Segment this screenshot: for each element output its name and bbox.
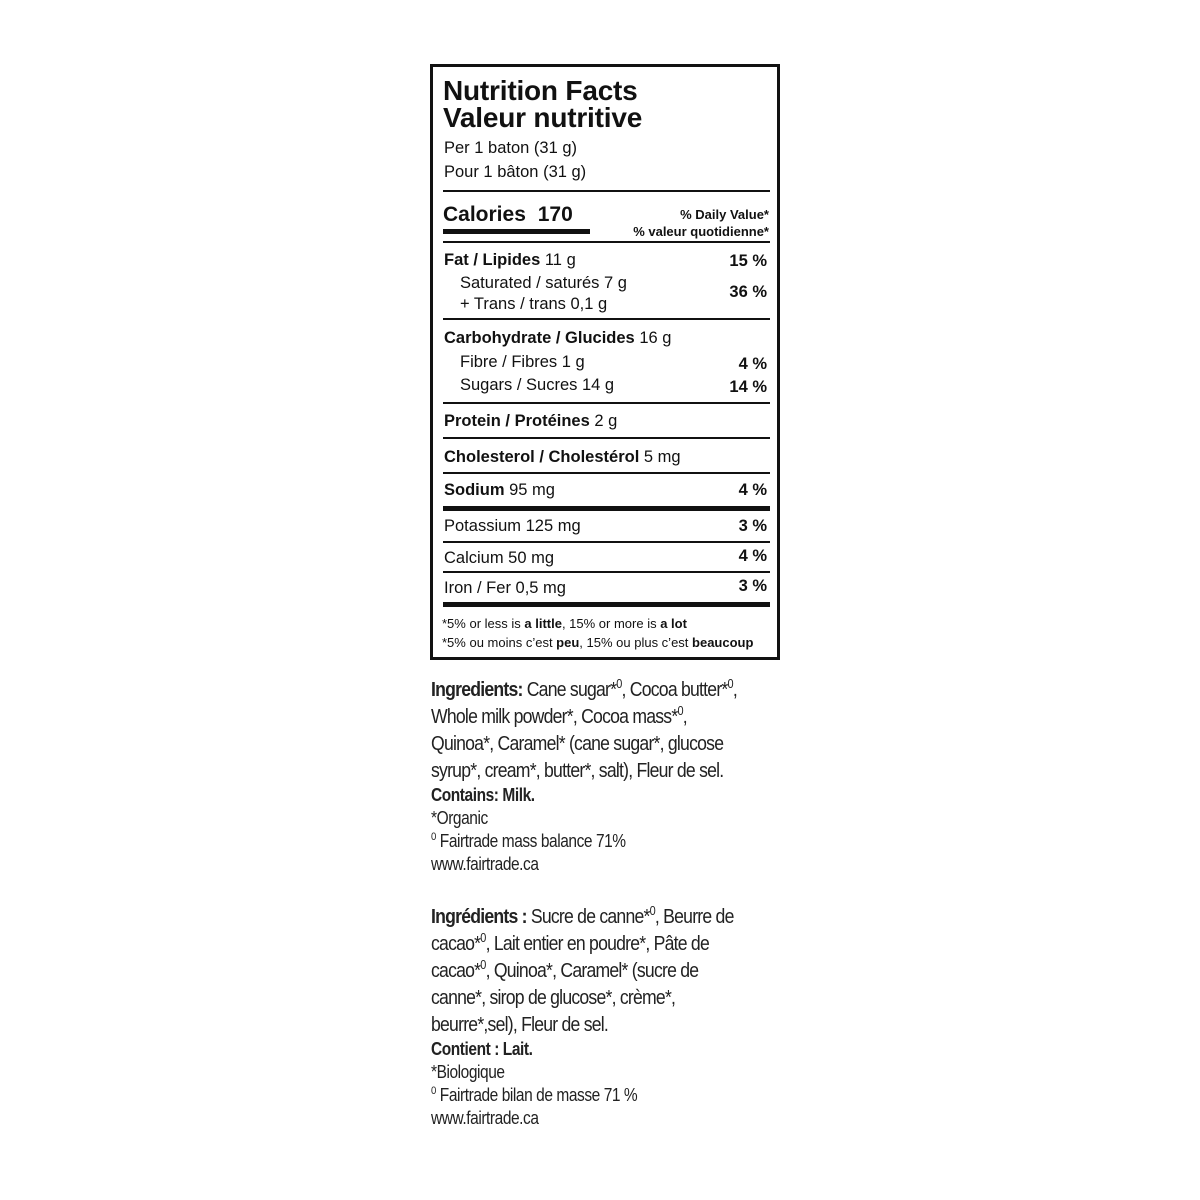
- saturated-row: Saturated / saturés 7 g: [460, 274, 627, 292]
- footnote-text: *5% or less is: [442, 616, 525, 631]
- ingredients-line: Quinoa*, Caramel* (cane sugar*, glucose: [431, 732, 724, 755]
- ingredients-line: syrup*, cream*, butter*, salt), Fleur de sel.: [431, 759, 724, 782]
- allergen-statement: Contient : Lait.: [431, 1039, 533, 1059]
- fairtrade-mark: 0: [480, 957, 486, 973]
- calories: [443, 203, 573, 227]
- footnote-bold: a little: [524, 616, 562, 631]
- potassium-percent: 3 %: [738, 517, 767, 535]
- sodium-label: Sodium: [444, 481, 505, 499]
- cholesterol-amount: 5 mg: [643, 448, 681, 466]
- sugars-row: Sugars / Sucres 14 g: [460, 376, 615, 394]
- ingredients-en: [431, 676, 781, 876]
- carbohydrate-label: Carbohydrate / Glucides: [444, 329, 635, 347]
- fairtrade-mark: 0: [616, 676, 622, 692]
- fairtrade-text: Fairtrade mass balance 71%: [435, 831, 626, 851]
- fairtrade-url: www.fairtrade.ca: [431, 1108, 539, 1128]
- sodium-amount: 95 mg: [509, 481, 555, 499]
- divider: [443, 472, 770, 474]
- divider: [443, 241, 770, 243]
- cholesterol-label: Cholesterol / Cholestérol: [444, 448, 640, 466]
- protein-row: [444, 412, 617, 431]
- calcium-percent: 4 %: [738, 547, 767, 565]
- divider: [443, 402, 770, 404]
- ingredients-line: beurre*,sel), Fleur de sel.: [431, 1013, 609, 1036]
- title-en: Nutrition Facts: [443, 75, 638, 106]
- fat-percent: 15 %: [729, 252, 767, 270]
- potassium-row: Potassium 125 mg: [444, 517, 581, 535]
- ingredients-text: , Quinoa*, Caramel* (sucre de: [485, 959, 699, 982]
- fibre-percent: 4 %: [738, 355, 767, 373]
- divider: [443, 318, 770, 320]
- cholesterol-row: [444, 448, 681, 467]
- divider: [443, 190, 770, 192]
- sodium-row: [444, 481, 555, 500]
- ingredients-text: cacao*: [431, 959, 481, 982]
- fairtrade-mark: 0: [431, 1085, 436, 1097]
- sugars-percent: 14 %: [729, 378, 767, 396]
- protein-amount: 2 g: [594, 412, 618, 430]
- ingredients-line: [431, 703, 732, 730]
- organic-note: *Biologique: [431, 1062, 505, 1082]
- fairtrade-text: Fairtrade bilan de masse 71 %: [435, 1085, 638, 1105]
- footnote-text: , 15% or more is: [561, 616, 661, 631]
- footnote-fr: [442, 635, 753, 650]
- calories-underline: [443, 229, 590, 234]
- ingredients-text: Cane sugar*: [522, 678, 617, 701]
- iron-percent: 3 %: [738, 577, 767, 595]
- calories-value: 170: [537, 203, 573, 226]
- ingredients-text: , Cocoa butter*: [621, 678, 728, 701]
- footnote-bold: beaucoup: [692, 635, 754, 650]
- carbohydrate-amount: 16 g: [639, 329, 672, 347]
- fairtrade-url: www.fairtrade.ca: [431, 854, 539, 874]
- ingredients-text: cacao*: [431, 932, 481, 955]
- fat-row: [444, 251, 576, 270]
- ingredients-text: Sucre de canne*: [526, 905, 650, 928]
- nutrition-facts-panel: [430, 64, 780, 660]
- ingredients-fr: [431, 903, 781, 1130]
- footnote-text: *5% ou moins c’est: [442, 635, 557, 650]
- divider: [443, 437, 770, 439]
- footnote-bold: peu: [556, 635, 580, 650]
- ingredients-heading: Ingredients:: [431, 678, 523, 701]
- ingredients-text: Whole milk powder*, Cocoa mass*: [431, 705, 678, 728]
- fairtrade-mark: 0: [677, 703, 683, 719]
- divider-thick: [443, 602, 770, 607]
- divider-thick: [443, 506, 770, 511]
- fairtrade-note: [431, 1084, 732, 1107]
- organic-note: *Organic: [431, 808, 488, 828]
- divider: [443, 541, 770, 543]
- serving-en: Per 1 baton (31 g): [444, 139, 577, 157]
- fat-label: Fat / Lipides: [444, 251, 541, 269]
- footnote-en: [442, 616, 687, 631]
- sat-trans-percent: 36 %: [729, 283, 767, 301]
- ingredients-heading: Ingrédients :: [431, 905, 527, 928]
- fairtrade-mark: 0: [480, 930, 486, 946]
- carbohydrate-row: [444, 329, 671, 348]
- protein-label: Protein / Protéines: [444, 412, 590, 430]
- ingredients-line: [431, 957, 732, 984]
- footnote-text: , 15% ou plus c’est: [579, 635, 693, 650]
- sodium-percent: 4 %: [738, 481, 767, 499]
- ingredients-text: ,: [682, 705, 687, 728]
- ingredients-line: canne*, sirop de glucose*, crème*,: [431, 986, 676, 1009]
- ingredients-line: [431, 930, 732, 957]
- daily-value-fr: % valeur quotidienne*: [633, 224, 769, 239]
- fat-amount: 11 g: [544, 251, 576, 269]
- iron-row: Iron / Fer 0,5 mg: [444, 579, 566, 597]
- ingredients-text: , Lait entier en poudre*, Pâte de: [485, 932, 709, 955]
- fairtrade-mark: 0: [649, 903, 655, 919]
- serving-fr: Pour 1 bâton (31 g): [444, 163, 587, 181]
- allergen-statement: Contains: Milk.: [431, 785, 535, 805]
- fairtrade-mark: 0: [727, 676, 733, 692]
- title-fr: Valeur nutritive: [443, 102, 643, 133]
- trans-row: + Trans / trans 0,1 g: [460, 295, 608, 313]
- calcium-row: Calcium 50 mg: [444, 549, 555, 567]
- fairtrade-mark: 0: [431, 831, 436, 843]
- divider: [443, 571, 770, 573]
- fairtrade-note: [431, 830, 732, 853]
- daily-value-en: % Daily Value*: [680, 207, 769, 222]
- ingredients-text: , Beurre de: [654, 905, 734, 928]
- calories-label: Calories: [443, 203, 526, 226]
- footnote-bold: a lot: [660, 616, 687, 631]
- ingredients-line: [431, 903, 732, 930]
- ingredients-line: Ingredients: Cane sugar*$^0$, Cocoa butter*$^0$,: [431, 676, 737, 701]
- fibre-row: Fibre / Fibres 1 g: [460, 353, 585, 371]
